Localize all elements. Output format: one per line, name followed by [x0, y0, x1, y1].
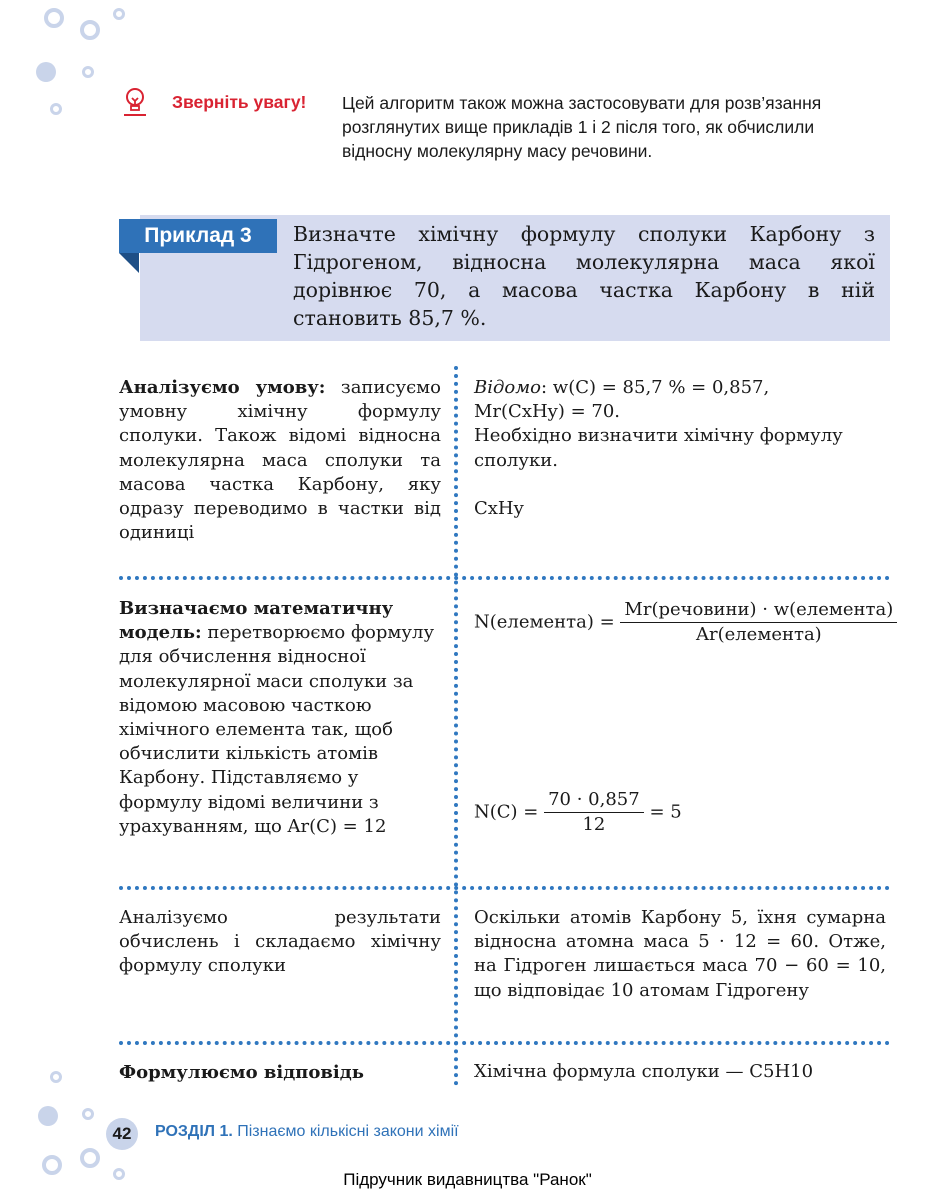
- decor-bubble: [80, 1148, 100, 1168]
- eq2-lhs: N(C) =: [474, 801, 539, 823]
- decor-bubble: [36, 62, 56, 82]
- decor-bubble: [44, 8, 64, 28]
- decor-bubble: [80, 20, 100, 40]
- example-label: Приклад 3: [119, 219, 277, 253]
- need-to-find: Необхідно визначити хімічну формулу сполуки.: [474, 425, 843, 471]
- eq1-fraction: [620, 598, 897, 647]
- decor-bubble: [113, 8, 125, 20]
- equation-general: [474, 598, 919, 647]
- known-w-line: [474, 376, 884, 400]
- eq2-result: = 5: [649, 801, 682, 823]
- note-text: [342, 91, 902, 163]
- section-name: Пізнаємо кількісні закони хімії: [232, 1123, 459, 1140]
- step1-heading: Аналізуємо умову:: [119, 377, 326, 398]
- note-title: Зверніть увагу!: [172, 92, 307, 112]
- eq1-numerator: Mr(речовини) · w(елемента): [620, 598, 897, 623]
- row-divider: [119, 576, 890, 580]
- known-mr: Mr(CxHy) = 70.: [474, 401, 621, 423]
- eq1-denominator: Ar(елемента): [695, 624, 822, 645]
- eq2-fraction: [544, 788, 644, 837]
- row-divider: [119, 1041, 890, 1045]
- step1-description: [119, 376, 441, 545]
- known-label: Відомо: [474, 377, 541, 398]
- step2-text: перетворюємо формулу для обчислення відносної молекулярної маси сполуки за відомою масовою часткою хімічного елемента так, щоб обчислити кількість атомів Карбону. Підставляємо у формулу відомі величини з урахуванням, що Ar(C) = 12: [119, 622, 435, 837]
- note-line: розглянутих вище прикладів 1 і 2 після того, як обчислили: [342, 117, 815, 137]
- step4-description: Формулюємо відповідь: [119, 1062, 364, 1083]
- step2-heading: Визначаємо математичну модель:: [119, 598, 394, 644]
- note-line: відносну молекулярну масу речовини.: [342, 141, 653, 161]
- section-title: [155, 1123, 459, 1141]
- note-line: Цей алгоритм також можна застосовувати для розв’язання: [342, 93, 822, 113]
- decor-bubble: [38, 1106, 58, 1126]
- known-w: : w(C) = 85,7 % = 0,857,: [541, 377, 770, 398]
- step1-known: [474, 376, 884, 521]
- decor-bubble: [82, 66, 94, 78]
- generic-formula: CxHy: [474, 497, 524, 519]
- row-divider: [119, 886, 890, 890]
- step2-description: [119, 597, 441, 839]
- section-label: РОЗДІЛ 1.: [155, 1123, 233, 1140]
- example-text: Визначте хімічну формулу сполуки Карбону з Гідрогеном, відносна молекулярна маса якої дорівнює 70, а масова частка Карбону в ній становить 85,7 %.: [293, 222, 875, 330]
- lightbulb-icon: [120, 86, 150, 118]
- decor-bubble: [50, 1071, 62, 1083]
- decor-bubble: [50, 103, 62, 115]
- decor-bubble: [82, 1108, 94, 1120]
- step1-text: записуємо умовну хімічну формулу сполуки. Також відомі відносна молекулярна маса сполуки та масова частка Карбону, яку одразу переводимо в частки від одиниці: [119, 377, 442, 544]
- eq2-denominator: 12: [582, 814, 606, 835]
- page-number: 42: [106, 1118, 138, 1150]
- step3-result: Оскільки атомів Карбону 5, їхня сумарна відносна атомна маса 5 · 12 = 60. Отже, на Гідроген лишається маса 70 − 60 = 10, що відповідає 10 атомам Гідрогену: [474, 907, 886, 1001]
- publisher-line: Підручник видавництва "Ранок": [343, 1170, 592, 1189]
- step4-answer: Хімічна формула сполуки — C5H10: [474, 1061, 814, 1082]
- column-divider: [454, 366, 458, 1086]
- example-label-fold: [119, 253, 139, 273]
- step3-description: Аналізуємо результати обчислень і складаємо хімічну формулу сполуки: [119, 907, 441, 977]
- equation-carbon: [474, 788, 894, 837]
- eq1-lhs: N(елемента) =: [474, 611, 615, 633]
- eq2-numerator: 70 · 0,857: [544, 788, 644, 813]
